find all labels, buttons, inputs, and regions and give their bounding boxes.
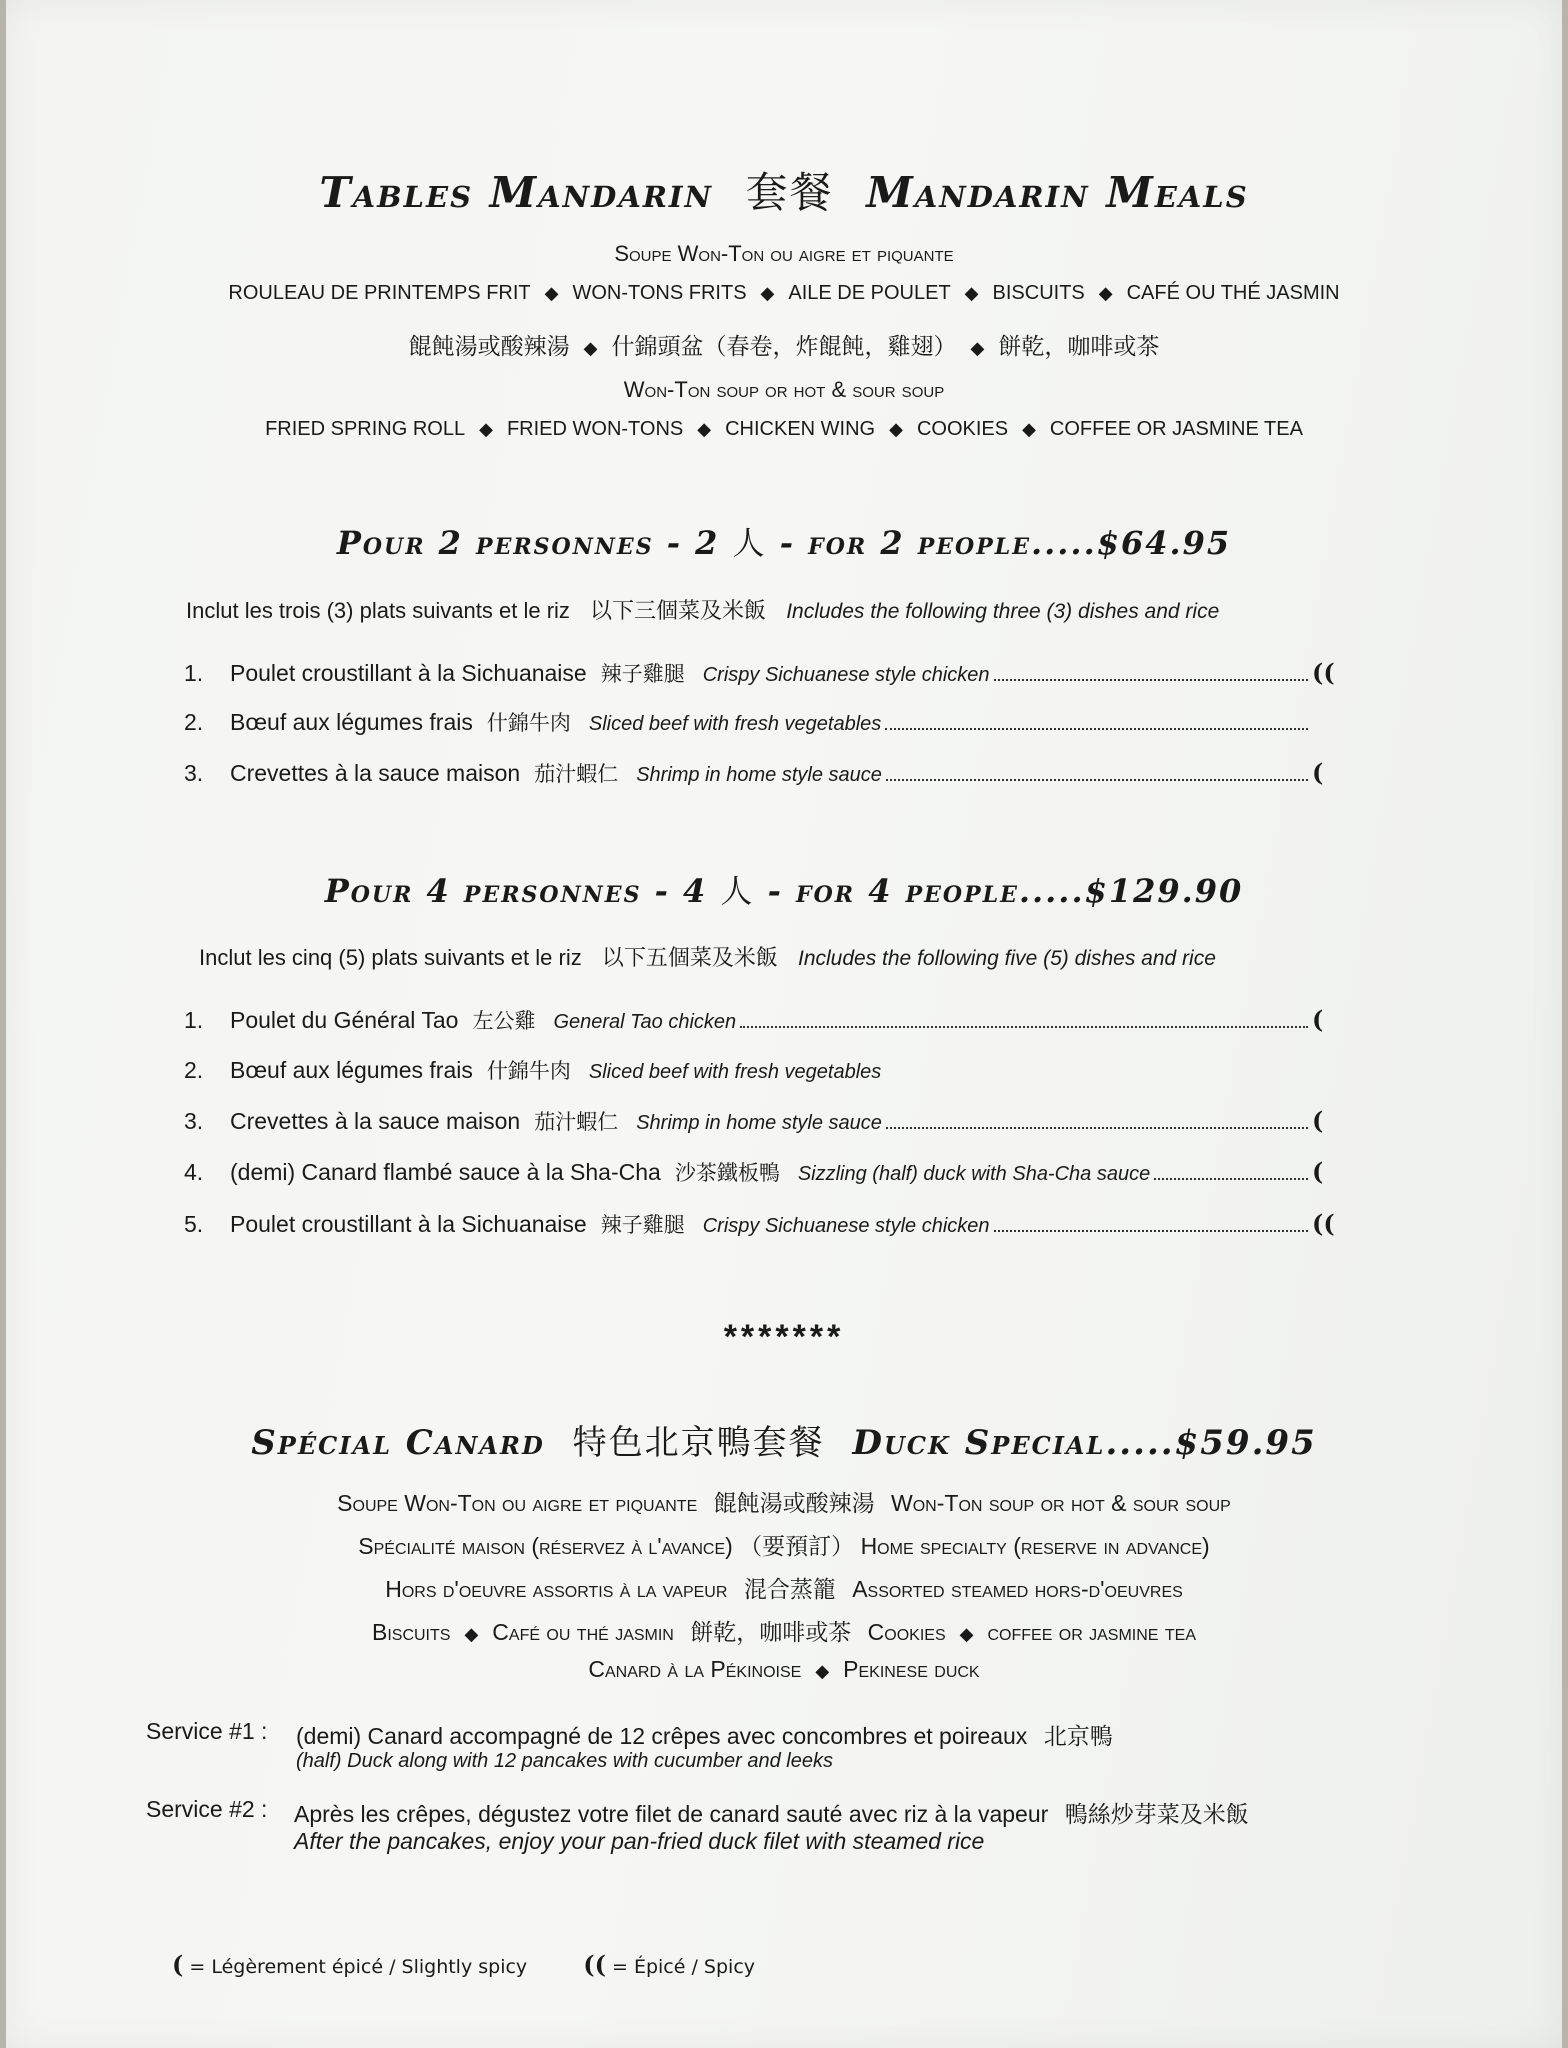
- item-zh: 沙茶鐵板鴨: [674, 1161, 780, 1185]
- item-number: 2.: [184, 1057, 204, 1083]
- item-en: Crispy Sichuanese style chicken: [702, 1215, 990, 1237]
- heading-en: - for 4 people: [767, 872, 1019, 910]
- diamond-icon: ◆: [760, 283, 775, 303]
- list-item: [184, 758, 1354, 788]
- duck-line-peking: [0, 1656, 1568, 1683]
- service-1-en: (half) Duck along with 12 pancakes with cucumber and leeks: [296, 1750, 833, 1772]
- diamond-icon: ◆: [964, 283, 979, 303]
- intro-zh-soup: 餛飩湯或酸辣湯: [408, 334, 570, 360]
- spicy-pepper-icon: (: [1312, 758, 1324, 787]
- item-fr: Poulet croustillant à la Sichuanaise: [230, 660, 587, 686]
- service-2-fr-text: Après les crêpes, dégustez votre filet de canard sauté avec riz à la vapeur: [294, 1801, 1049, 1827]
- service-1-fr: [296, 1718, 1113, 1751]
- item-zh: 辣子雞腿: [600, 662, 685, 686]
- service-1-label: Service #1 :: [146, 1718, 268, 1744]
- leader-dots: [1154, 1177, 1308, 1180]
- duck-cafe: Café ou thé jasmin: [492, 1619, 674, 1645]
- diamond-icon: ◆: [1022, 419, 1036, 439]
- page-title: [0, 160, 1568, 220]
- item-en: Shrimp in home style sauce: [636, 1112, 882, 1134]
- item-number: 4.: [184, 1159, 204, 1185]
- duck-line-dessert: [0, 1614, 1568, 1647]
- duck-peking-fr: Canard à la Pékinoise: [588, 1656, 802, 1682]
- item-number: 3.: [184, 760, 204, 786]
- includes-en: Includes the following three (3) dishes and rice: [786, 600, 1220, 623]
- duck-hors-zh: 混合蒸籠: [743, 1577, 836, 1603]
- item-fr: Bœuf aux légumes frais: [230, 709, 473, 735]
- intro-item: FRIED WON-TONS: [506, 418, 684, 440]
- leader-dots: [886, 1126, 1308, 1129]
- duck-line-specialty: [0, 1528, 1568, 1561]
- intro-item: FRIED SPRING ROLL: [265, 418, 466, 440]
- duck-cookies: Cookies: [867, 1619, 946, 1645]
- section-heading-2-people: [0, 518, 1568, 564]
- includes-zh: 以下五個菜及米飯: [601, 946, 778, 971]
- service-1-fr-text: (demi) Canard accompagné de 12 crêpes avec concombres et poireaux: [296, 1723, 1028, 1749]
- spicy-pepper-icon: (: [1312, 1005, 1324, 1034]
- item-fr: Poulet du Général Tao: [230, 1007, 459, 1033]
- intro-courses-fr: [0, 282, 1568, 305]
- list-item: [184, 658, 1354, 688]
- hot-spicy-icon: ((: [583, 1950, 606, 1979]
- item-fr: Crevettes à la sauce maison: [230, 1108, 521, 1134]
- heading-en: - for 2 people: [779, 524, 1031, 562]
- section-includes-4: [199, 941, 1216, 972]
- separator: *******: [723, 1318, 845, 1356]
- intro-item: ROULEAU DE PRINTEMPS FRIT: [228, 282, 531, 304]
- item-zh: 茄汁蝦仁: [534, 1110, 619, 1134]
- item-number: 1.: [184, 1007, 204, 1033]
- item-number: 2.: [184, 709, 204, 735]
- item-zh: 辣子雞腿: [600, 1213, 685, 1237]
- leader-dots: [994, 678, 1308, 681]
- duck-hors-fr: Hors d'oeuvre assortis à la vapeur: [385, 1576, 728, 1602]
- duck-specialty-zh: （要預訂）: [739, 1534, 855, 1560]
- intro-item: AILE DE POULET: [788, 282, 951, 304]
- duck-soup-en: Won-Ton soup or hot & sour soup: [891, 1490, 1231, 1516]
- item-number: 1.: [184, 660, 204, 686]
- heading-en: Duck Special: [852, 1423, 1106, 1463]
- diamond-icon: ◆: [583, 338, 598, 359]
- item-fr: Crevettes à la sauce maison: [230, 760, 521, 786]
- item-en: General Tao chicken: [553, 1011, 737, 1033]
- leader-dots: [885, 727, 1308, 730]
- item-number: 3.: [184, 1108, 204, 1134]
- diamond-icon: ◆: [970, 338, 985, 359]
- item-en: Sizzling (half) duck with Sha-Cha sauce: [797, 1163, 1151, 1185]
- intro-soup-fr: Soupe Won-Ton ou aigre et piquante: [614, 241, 954, 266]
- duck-peking-en: Pekinese duck: [843, 1656, 980, 1682]
- intro-item: CAFÉ OU THÉ JASMIN: [1126, 282, 1340, 304]
- includes-fr: Inclut les trois (3) plats suivants et le riz: [186, 598, 570, 623]
- diamond-icon: ◆: [464, 1624, 479, 1644]
- list-item: [184, 707, 1354, 737]
- leader-dots: [740, 1025, 1308, 1028]
- item-zh: 左公雞: [472, 1009, 536, 1033]
- diamond-icon: ◆: [959, 1624, 974, 1644]
- heading-zh: 人: [720, 872, 755, 910]
- duck-biscuits: Biscuits: [371, 1619, 451, 1645]
- duck-coffee: coffee or jasmine tea: [987, 1619, 1196, 1645]
- item-en: Crispy Sichuanese style chicken: [702, 664, 990, 686]
- diamond-icon: ◆: [815, 1661, 830, 1681]
- section-includes-2: [186, 594, 1219, 625]
- intro-soup-en: Won-Ton soup or hot & sour soup: [623, 377, 945, 402]
- mild-spicy-icon: (: [172, 1950, 184, 1979]
- spice-legend: [172, 1950, 755, 1979]
- item-en: Sliced beef with fresh vegetables: [588, 713, 882, 735]
- spicy-pepper-icon: (: [1312, 1106, 1324, 1135]
- duck-special-heading: [0, 1415, 1568, 1464]
- item-en: Sliced beef with fresh vegetables: [588, 1061, 882, 1083]
- duck-specialty-en: Home specialty (reserve in advance): [860, 1533, 1210, 1559]
- service-2-fr: [294, 1796, 1249, 1829]
- item-number: 5.: [184, 1211, 204, 1237]
- service-2-en: After the pancakes, enjoy your pan-fried duck filet with steamed rice: [294, 1828, 985, 1854]
- list-item: [184, 1209, 1354, 1239]
- service-1-zh: 北京鴨: [1043, 1724, 1113, 1750]
- leader-dots: [994, 1229, 1308, 1232]
- item-fr: (demi) Canard flambé sauce à la Sha-Cha: [230, 1159, 661, 1185]
- intro-courses-en: [0, 418, 1568, 441]
- mild-spicy-text: = Légèrement épicé / Slightly spicy: [189, 1956, 528, 1978]
- title-en: Mandarin Meals: [866, 168, 1249, 217]
- includes-zh: 以下三個菜及米飯: [590, 599, 767, 624]
- heading-fr: Pour 2 personnes - 2: [336, 524, 720, 562]
- diamond-icon: ◆: [544, 283, 559, 303]
- title-zh: 套餐: [745, 168, 834, 217]
- spicy-pepper-icon: ((: [1312, 1209, 1335, 1238]
- intro-item: CHICKEN WING: [725, 418, 876, 440]
- title-fr: Tables Mandarin: [319, 168, 713, 217]
- duck-soup-zh: 餛飩湯或酸辣湯: [713, 1491, 875, 1517]
- heading-fr: Spécial Canard: [251, 1423, 545, 1463]
- list-item: [184, 1005, 1354, 1035]
- duck-line-soup: [0, 1485, 1568, 1518]
- intro-item: WON-TONS FRITS: [572, 282, 747, 304]
- includes-fr: Inclut les cinq (5) plats suivants et le riz: [199, 945, 582, 970]
- intro-zh-dessert: 餅乾，咖啡或茶: [998, 334, 1160, 360]
- heading-fr: Pour 4 personnes - 4: [324, 872, 708, 910]
- item-zh: 茄汁蝦仁: [534, 762, 619, 786]
- intro-zh: [0, 328, 1568, 361]
- diamond-icon: ◆: [1098, 283, 1113, 303]
- item-en: Shrimp in home style sauce: [636, 764, 882, 786]
- section-heading-4-people: [0, 866, 1568, 912]
- item-zh: 什錦牛肉: [486, 1059, 571, 1083]
- price: .....$59.95: [1105, 1423, 1317, 1463]
- duck-specialty-fr: Spécialité maison (réservez à l'avance): [358, 1533, 733, 1559]
- price: .....$129.90: [1018, 872, 1244, 910]
- heading-zh: 特色北京鴨套餐: [572, 1423, 825, 1463]
- intro-item: COFFEE OR JASMINE TEA: [1049, 418, 1303, 440]
- leader-dots: [886, 778, 1308, 781]
- duck-line-hors-doeuvres: [0, 1571, 1568, 1604]
- service-2-zh: 鴨絲炒芽菜及米飯: [1064, 1802, 1249, 1828]
- heading-zh: 人: [732, 524, 767, 562]
- intro-item: BISCUITS: [992, 282, 1085, 304]
- intro-zh-platter: 什錦頭盆（春卷，炸餛飩，雞翅）: [611, 334, 957, 360]
- intro-item: COOKIES: [916, 418, 1009, 440]
- item-fr: Bœuf aux légumes frais: [230, 1057, 473, 1083]
- spicy-pepper-icon: (: [1312, 1157, 1324, 1186]
- spicy-pepper-icon: ((: [1312, 658, 1335, 687]
- list-item: [184, 1055, 1354, 1085]
- hot-spicy-text: = Épicé / Spicy: [612, 1956, 756, 1978]
- service-2-label: Service #2 :: [146, 1796, 268, 1822]
- diamond-icon: ◆: [479, 419, 493, 439]
- duck-dessert-zh: 餅乾，咖啡或茶: [690, 1620, 852, 1646]
- includes-en: Includes the following five (5) dishes and rice: [797, 947, 1216, 970]
- item-zh: 什錦牛肉: [486, 711, 571, 735]
- duck-hors-en: Assorted steamed hors-d'oeuvres: [852, 1576, 1183, 1602]
- diamond-icon: ◆: [889, 419, 903, 439]
- price: .....$64.95: [1031, 524, 1232, 562]
- list-item: [184, 1106, 1354, 1136]
- diamond-icon: ◆: [697, 419, 712, 439]
- duck-soup-fr: Soupe Won-Ton ou aigre et piquante: [337, 1490, 698, 1516]
- item-fr: Poulet croustillant à la Sichuanaise: [230, 1211, 587, 1237]
- list-item: [184, 1157, 1354, 1187]
